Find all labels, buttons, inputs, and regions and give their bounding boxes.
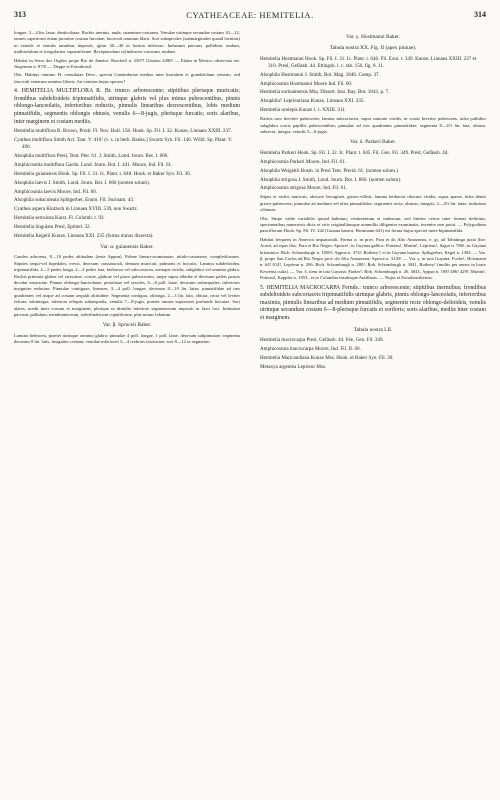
left-paragraph: Amphicosmia multiflora Gardn. Lond. Journ. Bot. I. 441. Moore, Ind. Fil. 61. [14,161,173,168]
left-paragraph: Alsophila multiflora Presl, Tent. Pter. 61. J. Smith, Lond. Journ. Bot. I. 666. [14,152,169,159]
right-paragraph: Hemitelia Maricandiana Kunze Mss. Hook. et Baker Syn. Fil. 30. [260,354,394,361]
left-paragraph: Alsophila laevis J. Smith, Lond. Journ. Bot. I. 666 (nomen solum). [14,179,150,186]
right-paragraph: Hemitelia Hostmanni Hook. Sp. Fil. I. 31. Ic. Plant. t. 646. Fil. Exot. t. 349. Kunze, Linnaea XXIII. 237 et 310. Presl, Gefässb. 44. Ettingsh. l. c. tab. 156. fig. 8. 11. [260,55,477,69]
right-paragraph: Var. δ. Parkeri Baker. [350,139,396,146]
left-paragraph: Hemitelia serrulosa Karst. Fl. Columb. t. 93. [14,215,105,222]
right-column [260,30,486,792]
right-paragraph: Alsophila? Leprieuriana Kunze, Linnaea XXI. 235. [260,98,365,105]
left-paragraph: Cyathea aspera Klotzsch in Linnaea XVIII. 539, non Swartz. [14,206,139,213]
running-title: CYATHEACEAE: HEMITELIA. [186,10,314,20]
page-header [14,10,486,24]
right-paragraph: Tabula nostra XX. Fig. II (apex pinnae). [329,45,417,52]
right-paragraph: Hemitelia urolepis Kunze l. c. XXIII. 311. [260,107,347,114]
left-paragraph: Obs. Habitus omnino H. crenulatae Desv., spectat Cnemidariae medias inter horridam et grandifoliam venatio, sed fasciculi venarum omnino liberis. An varietas hujus species? [14,72,240,84]
right-paragraph: Tabula nostra LII. [353,326,393,333]
left-paragraph: Amphicosmia laevis Moore, Ind. Fil. 60. [14,188,98,195]
left-paragraph: Lamina herbacea, praeter utrinque omnino glabra; pinnulae 4 poll. longae, 1 poll. latae, deorsum subpinnatae; segmenta deorsum 8 lin. latis, insigniter crenata; venulae inferiores 3—4 crebrius instructae; sori 8—12 in segmento. [14,332,240,345]
left-paragraph: Var. β. Spruceii Baker. [102,322,152,329]
right-paragraph: Alsophila Hostmanni J. Smith, Bot. Mag. 1846. Comp. 37. [260,71,380,78]
left-paragraph: Cyathea multiflora Smith Act. Taur. V. 416! (v. s. in herb. Banks.) Swartz Syn. Fil. 140. Willd. Sp. Plant. V. 496. [14,137,233,151]
right-paragraph: Hemitelia macrocarpa Presl, Gefässb. 44. Fée, Gen. Fil. 349. [260,336,384,343]
left-paragraph: Hemitelia guianensis Hook. Sp. Fil. I. 31. Ic. Plant. t. 648. Hook. et Baker Syn. Fil. 30. [14,170,191,177]
left-paragraph: Habitat in Serra dos Orgãos prope Rio de Janeiro: Burchell n. 2507! Glaziou 2490! — Etiam in Mexico observata est: Jürgensen n. 873! — Deppe et Extrabrasil. [14,57,240,70]
left-paragraph: Caudex arboreus, 8—10 pedes altitudine (teste Appun). Paleae lineari-acuminatae, nitido-castaneae, completiformes. Stipites aequi-vel bipedales, erecti, deorsum crassiusculi, demum muricati, palmaris et furcatis. Lamina subdeltoidea, tripinnatifida, 4—5 pedes longa, 2—3 pedes lata, herbacea vel subcoriacea, utrinque viridis, subglabra vel omnino glabra. Rachis primaria glabra vel rarissime, costae, glabrae vel parce pubescentes, saepe supra albidae et deorsum paleis paucis decidui instructae. Pinnae oblongo-lanceolatae, petiolatae vel sessiles, 6—8 poll. latae, deorsum subaequales, inferiores insigniter reductae. Pinnulae contiguae, lineares, 3—4 poll. longae, deorsum 8—10 lin. latae, pinnatifidae ad tres quadrantes vel usque ad costam aequali altitudine. Segmenta contigua, oblonga, 2—3 lin. lata, obtusa, recta vel leviter falcata, subintegra, inferiora reliquis subaequalia, venulis 7—8-jugis, praeter omnes superiores profunde furcatae. Sori alares, medii inter costam et marginem, plerique in dimidio inferiore segmentorum impositi in fasci loci. Indusium parvum, pallidum, membranaceum, subcilindricum cupuliforme, plus minus lobatum. [14,254,240,318]
right-paragraph: Amphicosmia macrocarpa Moore, Ind. Fil. II. 60. [260,345,361,352]
right-paragraph: Obs. Stirpe valde variabilis quoad habitum, vestimentum et indusium; sed limites certos inter formas definitas, specimenibus numerosis dicta et viris originalibusque nonnullis diligenter examinatis, invenire non potui. — Polypodium pauciflorum Hook. Sp. Fil. IV. 242 (Guiana batava, Hostmann 641) est forma hujus speciei mere bipinnatifida. [260,215,486,234]
left-paragraph: Alsophila subaculeata Splitgerber, Enum. Fil. Surinam. 43. [14,197,135,204]
page-number-right: 314 [474,10,486,19]
left-column [14,30,240,792]
right-paragraph: Habitat frequens in America aequatoriali. Forma α. in prov. Para et do Alto Amazonas, e. gr. ad Tabatinga juxta fluv. Acará, ad ripas fluv. Para et Rio Negro: Spruce!; in Guyana gallica: Poiteau!, Martin!, Leprieur!, Sagot n. 786!; in Guyana britannica: Rich. Schomburgk n. 1058!; Appun n. 374!, Rothery!; et in Guyana batava: Splitgerber, Kegel n. 1384. — Var. β. prope San Carlos ad Rio Negro prov. do Alto Amazonas: Spruce n. 3145! — Var. γ. in tota Guyana: Focke!, Hostmann n. 64! 814!, Leprieur n. 206, Rich. Schomburgk n. 280!, Rob. Schomburgk n. 3041, Rothery! (multis per annos in horto Kewensi culta). — Var. δ. item in tota Guyana: Parker!; Rob. Schomburgk n. 26. 3041; Appun n. 198! 486! 429!, Martin!, Poiteau!, Kappler n. 1953., et in Columbia insulisque Antillanis. — Nujas et Extrabrasiliensis. [260,236,486,281]
right-paragraph: 5. HEMITELIA MACROCARPA Fernds.: trunco arborescente; stipitibus inermibus; frondibus subdeltoideis subcoriaceis tripinnatifidis utrinque glabris, pinnis oblongo-lanceolatis, inferioribus maximis, pinnulis linearibus ad medium pinnatifidis, segmentis recte oblongo-deltoideis, venulis utrinque secundum costam 6—8-plerisque furcatis et soriferis; soris alaribus, mediis inter costam et marginem. [260,284,486,321]
right-paragraph: Stipes et rachis muricati, obscure ferruginei, griseo-villosi; lamina herbacea obscure viridis, supra sparse, infra dense griseo-pubescens; pinnulae ad medium vel ultra pinnatifidae, segmentis recta, obtusis, integris, 3—4½ lin. latae; indusium ciliatum. [260,194,486,213]
right-paragraph: Amphicosmia Hostmanni Moore Ind. Fil. 60. [260,80,353,87]
left-paragraph: Hemitelia multiflora R. Brown, Prodr. Fl. Nov. Holl. 158. Hook. Sp. Fil. I. 32. Kunze, Linnaea XXIII. 237. [14,128,232,135]
right-paragraph: Alsophila strigosa J. Smith, Lond. Journ. Bot. I. 666. (nomen solum). [260,176,402,183]
right-paragraph: Var. γ. Hostmanni Baker. [346,34,400,40]
left-paragraph: longae, 3—4 lin. latae, denticulatae. Rachis inermis, nuda, stramineo-castanea. Venulae utrinque secundae costam 10—12, omnes superiores etiam proxime costam furcatae; fasciculi omnium liberi. Sori subapicales (submarginales quoad lacinias) in venulis et venulis omnibus impositi, igitur 30—40 in lacinia inferiore. Indusium parvum, pallidum, nudum, multisetulum et irregulariter squamiforme. Receptaculum cylindraceo-conicum, nudum. [14,30,240,55]
right-paragraph: Metaxya argentea Leprieur Mss. [260,363,327,370]
right-paragraph: Hemitelia Parkeri Hook. Sp. Fil. I. 32. Ic. Plant. t. 645. Fil. Gen. Fil. 349. Presl, Gefässb. 44. [260,149,449,156]
left-paragraph: Var. α. guianensis Baker. [100,244,154,250]
right-paragraph: Rachis raro breviter pubescens; lamina subcoriacea, supra saturate viridis, in costis breviter pubescens, infra pallidior subglabra costis papillis pubescentibus; pinnulae ad tres quadrantes pinnatifidae; segmenta 8—4½ lin. lata, obtusa, subrecta, integra, venulis 5—6-jugis. [260,116,486,134]
right-paragraph: Alsophila Weigeltii Bosm. in Presl Tent. Pterid. 61. (nomen solum.) [260,167,398,174]
right-paragraph: Amphicosmia Parkeri Moore, Ind. Fil. 61. [260,158,346,165]
page-number-left: 313 [14,10,26,19]
left-paragraph: 4. HEMITELIA MULTIFLORA R. Br. trunco arborescente; stipitibus plerisque muricatis; frondibus subdeltoideis tripinnatifidis, utrinque glabris vel plus minus pubescentibus, pinnis oblongo-lanceolatis, inferioribus reductis, pinnulis linearibus decrescentibus, lobis medium pinnatifidis, segmentis oblongis obtusis, venulis 6—8-jugis, plerisque furcatis; soris alaribus, inter marginem et costam mediis. [14,88,240,125]
left-paragraph: Hemitelia Kegelii Kunze, Linnaea XXI. 235 (forma minus dissecta). [14,233,154,240]
right-paragraph: Hemitelia surinamensis Miq. Dissert. Inst. Bay. Bot. 1843. p. 7. [260,89,390,96]
left-paragraph: Hemitelia lingulata Presl, Epimel. 32. [14,224,91,231]
right-paragraph: Amphicosmia strigosa Moore, Ind. Fil. 61. [260,185,348,192]
